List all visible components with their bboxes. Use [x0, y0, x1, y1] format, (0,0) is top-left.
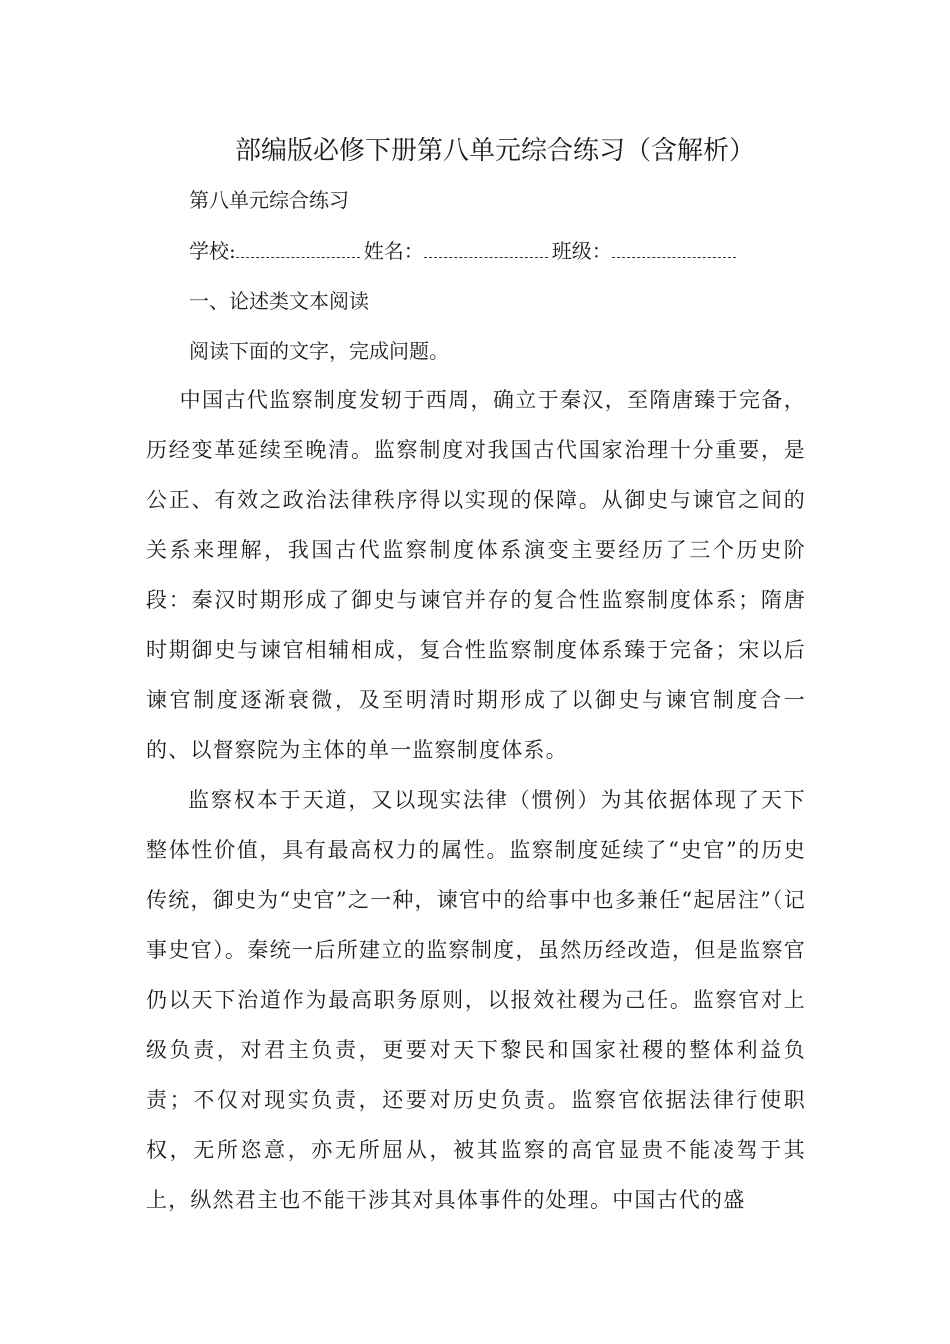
school-blank[interactable]: [236, 243, 360, 258]
passage-paragraph-2: 监察权本于天道，又以现实法律（惯例）为其依据体现了天下整体性价值，具有最高权力的属性。监察制度延续了“史官”的历史传统，御史为“史官”之一种，谏官中的给事中也多兼任“起居注”（记事史官）。秦统一后所建立的监察制度，虽然历经改造，但是监察官仍以天下治道作为最高职务原则，以报效社稷为己任。监察官对上级负责，对君主负责，更要对天下黎民和国家社稷的整体利益负责；不仅对现实负责，还要对历史负责。监察官依据法律行使职权，无所恣意，亦无所屈从，被其监察的高官显贵不能凌驾于其上，纵然君主也不能干涉其对具体事件的处理。中国古代的盛: [146, 788, 806, 1212]
section-heading: 一、论述类文本阅读: [189, 289, 369, 313]
name-blank[interactable]: [424, 243, 548, 258]
reading-instruction: 阅读下面的文字，完成问题。: [189, 339, 449, 363]
class-label: 班级：: [551, 239, 612, 263]
unit-subtitle: 第八单元综合练习: [189, 188, 349, 212]
document-title: 部编版必修下册第八单元综合练习（含解析）: [234, 136, 755, 166]
name-label: 姓名：: [363, 239, 424, 263]
passage-paragraph-1: 中国古代监察制度发轫于西周，确立于秦汉，至隋唐臻于完备，历经变革延续至晚清。监察制度对我国古代国家治理十分重要，是公正、有效之政治法律秩序得以实现的保障。从御史与谏官之间的关系来理解，我国古代监察制度体系演变主要经历了三个历史阶段：秦汉时期形成了御史与谏官并存的复合性监察制度体系；隋唐时期御史与谏官相辅相成，复合性监察制度体系臻于完备；宋以后谏官制度逐渐衰微，及至明清时期形成了以御史与谏官制度合一的、以督察院为主体的单一监察制度体系。: [146, 388, 806, 762]
school-label: 学校:: [189, 239, 236, 263]
class-blank[interactable]: [612, 243, 736, 258]
student-info-form: [189, 236, 740, 266]
